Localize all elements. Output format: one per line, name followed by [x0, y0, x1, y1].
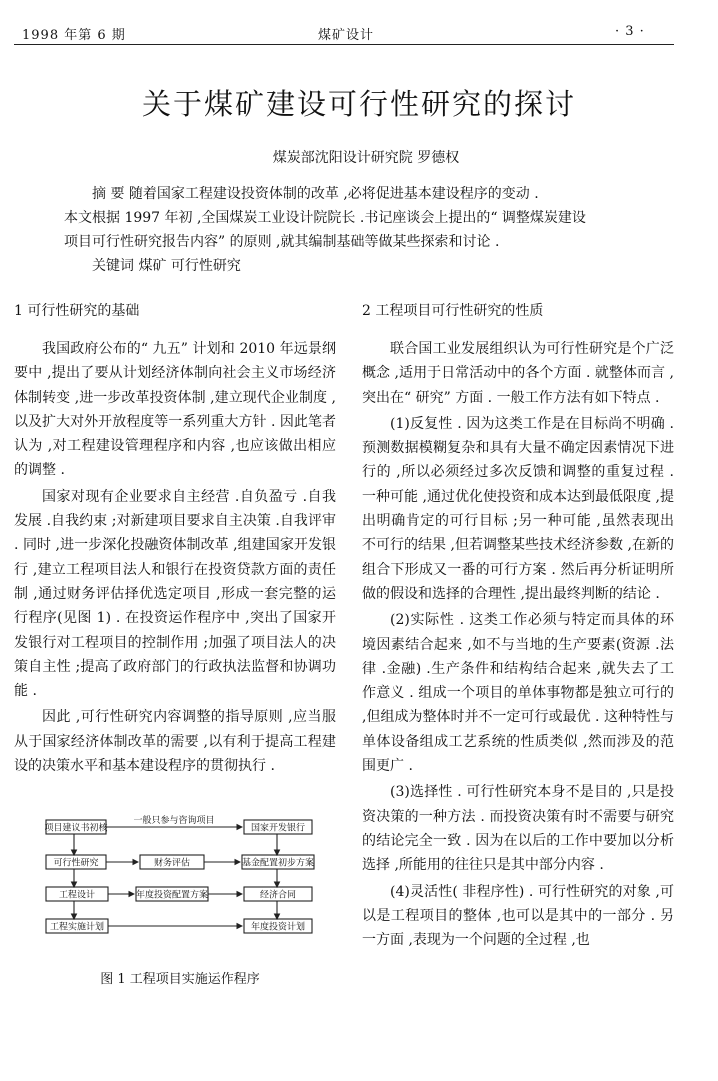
journal-issue: 1998 年第 6 期: [22, 28, 126, 43]
right-paragraph-2: (1)反复性 . 因为这类工作是在目标尚不明确 .预测数据模糊复杂和具有大量不确定因素情况下进行的 ,所以必须经过多次反馈和调整的重复过程 . 一种可能 ,通过优化使投资和成本达到最低限度 ,提出明确肯定的可行目标 ;另一种可能 ,虽然表现出不可行的结果 ,但若调整某些技术经济参数 ,在新的组合下形成又一番的可行方案 . 然后再分析证明所做的假设和选择的合理性 ,提出最终判断的结论 .: [362, 415, 674, 602]
header-rule: [14, 44, 674, 45]
author-line: 煤炭部沈阳设计研究院 罗德权: [272, 150, 460, 166]
box-project-proposal-text: 项目建议书初核: [44, 823, 108, 834]
abstract-line-1: 摘 要 随着国家工程建设投资体制的改革 ,必将促进基本建设程序的变动 .: [92, 186, 539, 202]
abstract-line-2: 本文根据 1997 年初 ,全国煤炭工业设计院院长 .书记座谈会上提出的“ 调整煤炭建设: [64, 210, 586, 226]
right-paragraph-4: (3)选择性 . 可行性研究本身不是目的 ,只是投资决策的一种方法 . 而投资决策有时不需要与研究的结论完全一致 . 因为在以后的工作中要加以分析选择 ,所能用的往往只是其中部分内容 .: [362, 784, 674, 874]
flow-arrow-label: 一般只参与咨询项目: [133, 816, 215, 826]
keywords-line: 关键词 煤矿 可行性研究: [92, 258, 241, 274]
right-paragraph-1: 联合国工业发展组织认为可行性研究是个广泛概念 ,适用于日常活动中的各个方面 . 就整体而言 ,突出在“ 研究” 方面 . 一般工作方法有如下特点 .: [362, 341, 674, 406]
box-financial-assessment-text: 财务评估: [153, 858, 191, 869]
right-paragraph-5: (4)灵活性( 非程序性) . 可行性研究的对象 ,可以是工程项目的整体 ,也可以是其中的一部分 . 另一方面 ,表现为一个问题的全过程 ,也: [362, 883, 674, 949]
box-annual-allocation-text: 年度投资配置方案: [135, 890, 209, 901]
section-1-heading: 1 可行性研究的基础: [14, 303, 140, 319]
left-paragraph-1: 我国政府公布的“ 九五” 计划和 2010 年远景纲要中 ,提出了要从计划经济体制向社会主义市场经济体制转变 ,进一步改革投资体制 ,建立现代企业制度 ,以及扩大对外开放程度等一系列重大方针 . 因此笔者认为 ,对工程建设管理程序和内容 ,也应该做出相应的调整 .: [14, 341, 336, 479]
box-implementation-plan-text: 工程实施计划: [49, 922, 105, 933]
box-engineering-design-text: 工程设计: [58, 890, 96, 901]
article-title: 关于煤矿建设可行性研究的探讨: [141, 87, 576, 121]
box-development-bank-text: 国家开发银行: [250, 823, 306, 834]
box-annual-investment-text: 年度投资计划: [250, 922, 306, 933]
flow-diagram: [44, 815, 324, 940]
left-column: [14, 337, 336, 780]
box-fund-allocation-text: 基金配置初步方案: [241, 858, 315, 869]
right-column: [362, 337, 674, 954]
left-paragraph-2: 国家对现有企业要求自主经营 .自负盈亏 .自我发展 .自我约束 ;对新建项目要求自主决策 .自我评审 . 同时 ,进一步深化投融资体制改革 ,组建国家开发银行 ,建立工程项目法人和银行在投资贷款方面的责任制 ,通过财务评估择优选定项目 ,形成一套完整的运行程序(见图 1) . 在投资运作程序中 ,突出了国家开发银行对工程项目的控制作用 ;加强了项目法人的决策自主性 ;提高了政府部门的行政执法监督和协调功能 .: [14, 488, 336, 700]
left-paragraph-3: 因此 ,可行性研究内容调整的指导原则 ,应当服从于国家经济体制改革的需要 ,以有利于提高工程建设的决策水平和基本建设程序的贯彻执行 .: [14, 709, 336, 775]
right-paragraph-3: (2)实际性 . 这类工作必须与特定而具体的环境因素结合起来 ,如不与当地的生产要素(资源 .法律 .金融) .生产条件和结构结合起来 ,就失去了工作意义 . 组成一个项目的单体事物都是独立可行的 ,但组成为整体时并不一定可行或最优 . 这种特性与单体设备组成工艺系统的性质类似 ,然而涉及的范围更广 .: [362, 612, 674, 775]
figure-caption: 图 1 工程项目实施运作程序: [100, 972, 260, 987]
section-2-heading: 2 工程项目可行性研究的性质: [362, 303, 544, 319]
box-economic-contract-text: 经济合同: [259, 890, 297, 901]
abstract-line-3: 项目可行性研究报告内容” 的原则 ,就其编制基础等做某些探索和讨论 .: [64, 234, 500, 250]
page-number: · 3 ·: [615, 24, 645, 39]
box-feasibility-text: 可行性研究: [53, 858, 99, 869]
journal-name: 煤矿设计: [318, 28, 375, 43]
